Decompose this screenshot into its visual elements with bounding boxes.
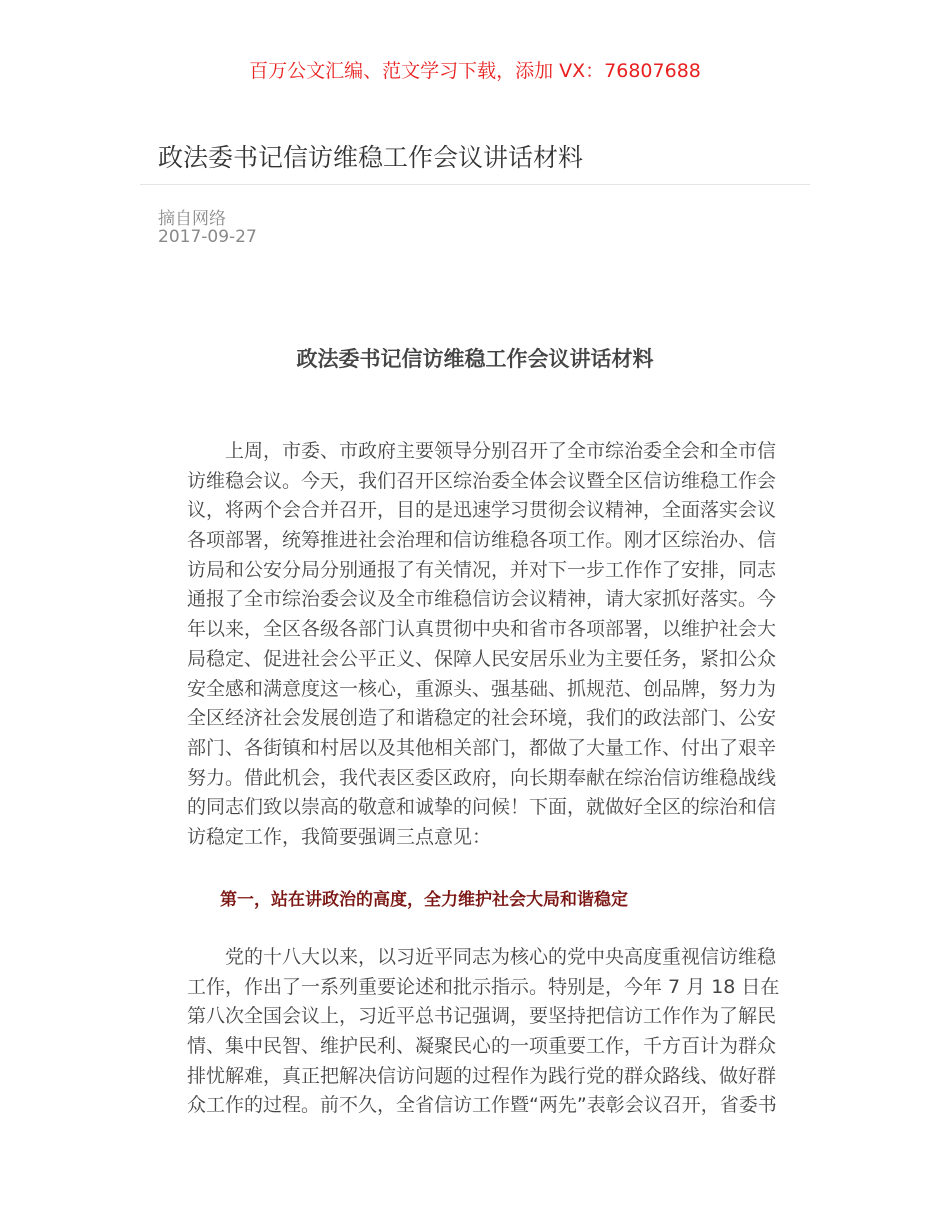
paragraph-intro — [187, 437, 777, 853]
text-line: 党的十八大以来，以习近平同志为核心的党中央高度重视信访维稳 — [187, 946, 777, 968]
text-line: 通报了全市综治委会议及全市维稳信访会议精神，请大家抓好落实。今 — [187, 588, 777, 611]
text-line: 年以来，全区各级各部门认真贯彻中央和省市各项部署，以维护社会大 — [187, 618, 777, 641]
text-line: 各项部署，统筹推进社会治理和信访维稳各项工作。刚才区综治办、信 — [187, 529, 777, 552]
text-line: 访稳定工作，我简要强调三点意见： — [187, 825, 492, 848]
text-line: 访维稳会议。今天，我们召开区综治委全体会议暨全区信访维稳工作会 — [187, 469, 777, 492]
text-line: 排忧解难，真正把解决信访问题的过程作为践行党的群众路线、做好群 — [187, 1064, 777, 1087]
text-line: 上周，市委、市政府主要领导分别召开了全市综治委全会和全市信 — [187, 440, 777, 462]
text-line: 安全感和满意度这一核心，重源头、强基础、抓规范、创品牌，努力为 — [187, 677, 777, 700]
source-label: 摘自网络 — [158, 209, 226, 229]
text-line: 全区经济社会发展创造了和谐稳定的社会环境，我们的政法部门、公安 — [187, 707, 777, 730]
page-title: 政法委书记信访维稳工作会议讲话材料 — [158, 143, 584, 172]
promo-banner: 百万公文汇编、范文学习下载，添加 VX：76807688 — [249, 60, 701, 82]
text-line: 第八次全国会议上，习近平总书记强调，要坚持把信访工作作为了解民 — [187, 1005, 777, 1028]
divider — [140, 184, 810, 185]
publish-date: 2017-09-27 — [158, 227, 257, 247]
article-heading: 政法委书记信访维稳工作会议讲话材料 — [296, 347, 654, 371]
text-line: 情、集中民智、维护民利、凝聚民心的一项重要工作，千方百计为群众 — [187, 1035, 777, 1058]
text-line: 努力。借此机会，我代表区委区政府，向长期奉献在综治信访维稳战线 — [187, 766, 777, 789]
paragraph-section1 — [187, 943, 780, 1121]
text-line: 部门、各街镇和村居以及其他相关部门，都做了大量工作、付出了艰辛 — [187, 736, 777, 759]
text-line: 工作，作出了一系列重要论述和批示指示。特别是，今年 7 月 18 日在 — [187, 975, 780, 998]
text-line: 的同志们致以崇高的敬意和诚挚的问候！下面，就做好全区的综治和信 — [187, 796, 777, 819]
text-line: 访局和公安分局分别通报了有关情况，并对下一步工作作了安排，同志 — [187, 558, 777, 581]
text-line: 议，将两个会合并召开，目的是迅速学习贯彻会议精神，全面落实会议 — [187, 499, 777, 522]
section-heading: 第一，站在讲政治的高度，全力维护社会大局和谐稳定 — [220, 890, 628, 910]
text-line: 局稳定、促进社会公平正义、保障人民安居乐业为主要任务，紧扣公众 — [187, 647, 777, 670]
text-line: 众工作的过程。前不久，全省信访工作暨“两先”表彰会议召开，省委书 — [187, 1094, 777, 1117]
